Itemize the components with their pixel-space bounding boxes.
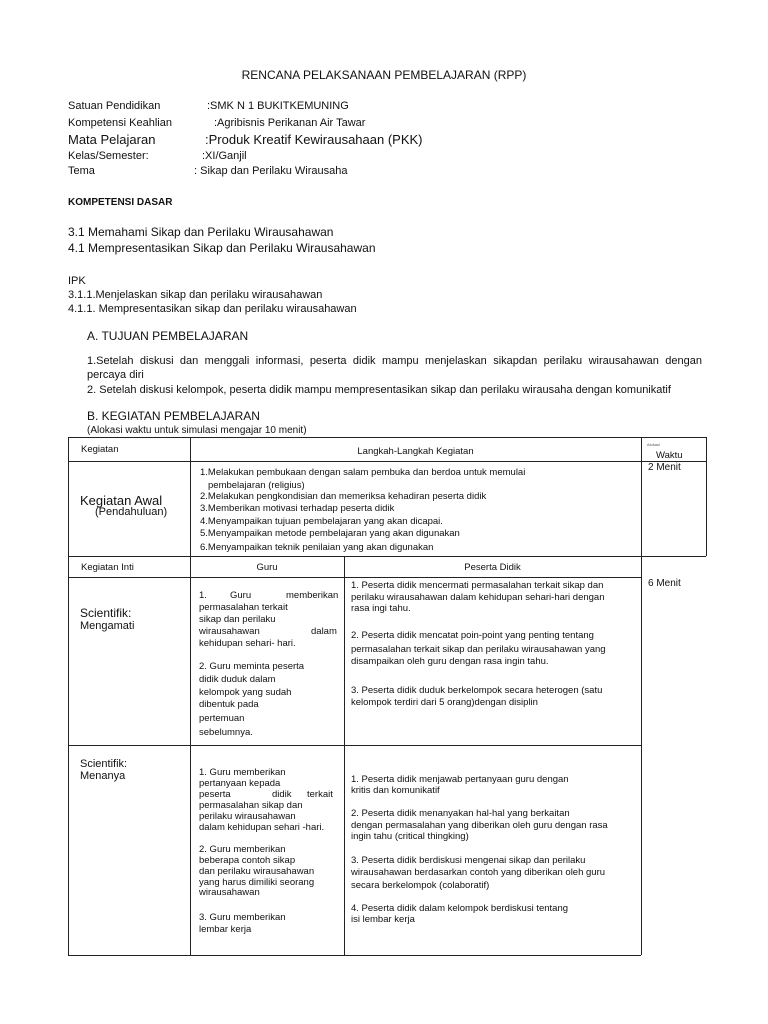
kegiatan-inti-label: Kegiatan Inti — [81, 562, 134, 573]
menanya-peserta-2b: dengan permasalahan yang diberikan oleh guru dengan rasa — [351, 820, 608, 831]
ipk-heading: IPK — [68, 275, 86, 287]
menanya-guru-1c-mid: didik — [272, 789, 292, 800]
mengamati-guru-2e: pertemuan — [199, 713, 245, 724]
kompetensi-value: :Agribisnis Perikanan Air Tawar — [214, 117, 366, 129]
kd-heading: KOMPETENSI DASAR — [68, 197, 173, 208]
menanya-title-1: Scientifik: — [80, 758, 128, 770]
satuan-label: Satuan Pendidikan — [68, 100, 161, 112]
menanya-peserta-4a: 4. Peserta didik dalam kelompok berdiskusi tentang — [351, 903, 569, 914]
mengamati-title-1: Scientifik: — [80, 606, 132, 620]
kelas-value: :XI/Ganjil — [202, 150, 247, 162]
alokasi-note: (Alokasi waktu untuk simulasi mengajar 10 menit) — [87, 425, 307, 436]
menanya-guru-1b: pertanyaan kepada — [199, 778, 281, 789]
mengamati-guru-2b: didik duduk dalam — [199, 674, 276, 685]
mengamati-guru-2d: dibentuk pada — [199, 699, 259, 710]
mengamati-guru-2a: 2. Guru meminta peserta — [199, 661, 305, 672]
table-header-langkah: Langkah-Langkah Kegiatan — [357, 446, 474, 457]
ipk-item-2: 4.1.1. Mempresentasikan sikap dan perilaku wirausahawan — [68, 303, 357, 315]
menanya-peserta-3a: 3. Peserta didik berdiskusi mengenai sikap dan perilaku — [351, 855, 586, 866]
tema-label: Tema — [68, 165, 95, 177]
menanya-guru-2a: 2. Guru memberikan — [199, 844, 286, 855]
menanya-guru-1c-left: peserta — [199, 789, 231, 800]
kd-item-2: 4.1 Mempresentasikan Sikap dan Perilaku Wirausahawan — [68, 241, 376, 255]
mengamati-guru-1b: permasalahan terkait — [199, 602, 288, 613]
menanya-peserta-4b: isi lembar kerja — [351, 914, 415, 925]
page-title: RENCANA PELAKSANAAN PEMBELAJARAN (RPP) — [241, 68, 527, 82]
mengamati-peserta-1c: rasa ingi tahu. — [351, 603, 411, 614]
inti-time: 6 Menit — [648, 578, 681, 589]
mengamati-guru-1a-num: 1. — [199, 590, 207, 601]
ipk-item-1: 3.1.1.Menjelaskan sikap dan perilaku wirausahawan — [68, 289, 323, 301]
menanya-guru-1c-right: terkait — [307, 789, 333, 800]
awal-time: 2 Menit — [648, 462, 681, 473]
mengamati-peserta-1a: 1. Peserta didik mencermati permasalahan terkait sikap dan — [351, 580, 604, 591]
table-header-waktu: Waktu — [656, 450, 683, 461]
tujuan-p1-line2: percaya diri — [87, 369, 144, 381]
menanya-title-2: Menanya — [80, 770, 126, 782]
menanya-guru-2d: yang harus dimiliki seorang — [199, 877, 315, 888]
peserta-column-label: Peserta Didik — [464, 562, 521, 573]
awal-step-4: 4.Menyampaikan tujuan pembelajaran yang akan dicapai. — [200, 516, 443, 527]
mengamati-guru-1e: kehidupan sehari- hari. — [199, 638, 296, 649]
mengamati-guru-1d-right: dalam — [311, 626, 337, 637]
menanya-guru-1a: 1. Guru memberikan — [199, 767, 286, 778]
awal-step-6: 6.Menyampaikan teknik penilaian yang akan digunakan — [200, 542, 434, 553]
menanya-peserta-3b: wirausahawan berdasarkan contoh yang diberikan oleh guru — [351, 867, 606, 878]
table-header-kegiatan: Kegiatan — [81, 444, 119, 455]
menanya-peserta-1b: kritis dan komunikatif — [351, 785, 440, 796]
mengamati-peserta-2b: permasalahan terkait sikap dan perilaku wirausahawan yang — [351, 644, 606, 655]
menanya-peserta-3c: secara berkelompok (colaboratif) — [351, 880, 490, 891]
menanya-peserta-1a: 1. Peserta didik menjawab pertanyaan guru dengan — [351, 774, 569, 785]
mapel-label: Mata Pelajaran — [68, 132, 156, 147]
mapel-value: :Produk Kreatif Kewirausahaan (PKK) — [205, 132, 423, 147]
tujuan-p1-line1: 1.Setelah diskusi dan menggali informasi, peserta didik mampu menjelaskan sikapdan perilaku wirausahawan dengan — [87, 355, 702, 367]
tujuan-heading: A. TUJUAN PEMBELAJARAN — [87, 329, 249, 343]
menanya-guru-2e: wirausahawan — [199, 887, 260, 898]
table-header-alokasi: Alokasi — [647, 442, 660, 447]
mengamati-guru-1a-mid: Guru — [230, 590, 252, 601]
guru-column-label: Guru — [256, 562, 278, 573]
mengamati-peserta-3a: 3. Peserta didik duduk berkelompok secara heterogen (satu — [351, 685, 603, 696]
menanya-peserta-2a: 2. Peserta didik menanyakan hal-hal yang berkaitan — [351, 808, 570, 819]
tujuan-p2: 2. Setelah diskusi kelompok, peserta didik mampu mempresentasikan sikap dan perilaku wirausaha dengan komunikatif — [87, 384, 671, 396]
awal-step-5: 5.Menyampaikan metode pembelajaran yang akan digunakan — [200, 528, 460, 539]
kegiatan-awal-subtitle: (Pendahuluan) — [95, 506, 168, 518]
mengamati-guru-1c: sikap dan perilaku — [199, 614, 276, 625]
mengamati-peserta-2a: 2. Peserta didik mencatat poin-point yang penting tentang — [351, 630, 594, 641]
mengamati-peserta-3b: kelompok terdiri dari 5 orang)dengan disiplin — [351, 697, 538, 708]
kegiatan-awal-title: Kegiatan Awal — [80, 493, 163, 508]
kelas-label: Kelas/Semester: — [68, 150, 149, 162]
mengamati-guru-1d-left: wirausahawan — [199, 626, 260, 637]
kompetensi-label: Kompetensi Keahlian — [68, 117, 172, 129]
tema-value: : Sikap dan Perilaku Wirausaha — [194, 165, 348, 177]
mengamati-guru-2f: sebelumnya. — [199, 727, 253, 738]
menanya-guru-1f: dalam kehidupan sehari -hari. — [199, 822, 325, 833]
awal-step-2: 2.Melakukan pengkondisian dan memeriksa kehadiran peserta didik — [200, 491, 487, 502]
mengamati-guru-1a-end: memberikan — [286, 590, 339, 601]
menanya-guru-1d: permasalahan sikap dan — [199, 800, 303, 811]
satuan-value: :SMK N 1 BUKITKEMUNING — [207, 100, 349, 112]
mengamati-peserta-1b: perilaku wirausahawan dalam kehidupan sehari-hari dengan — [351, 592, 605, 603]
menanya-guru-1e: perilaku wirausahawan — [199, 811, 296, 822]
awal-step-1a: 1.Melakukan pembukaan dengan salam pembuka dan berdoa untuk memulai — [200, 467, 526, 478]
mengamati-title-2: Mengamati — [80, 620, 135, 632]
mengamati-peserta-2c: disampaikan oleh guru dengan rasa ingin tahu. — [351, 656, 549, 667]
menanya-guru-2c: dan perilaku wirausahawan — [199, 866, 315, 877]
kd-item-1: 3.1 Memahami Sikap dan Perilaku Wirausahawan — [68, 225, 334, 239]
kegiatan-heading: B. KEGIATAN PEMBELAJARAN — [87, 409, 260, 423]
menanya-guru-3b: lembar kerja — [199, 924, 252, 935]
menanya-guru-2b: beberapa contoh sikap — [199, 855, 296, 866]
menanya-guru-3a: 3. Guru memberikan — [199, 912, 286, 923]
menanya-peserta-2c: ingin tahu (critical thingking) — [351, 831, 469, 842]
awal-step-3: 3.Memberikan motivasi terhadap peserta didik — [200, 503, 395, 514]
mengamati-guru-2c: kelompok yang sudah — [199, 687, 292, 698]
awal-step-1b: pembelajaran (religius) — [208, 480, 305, 491]
